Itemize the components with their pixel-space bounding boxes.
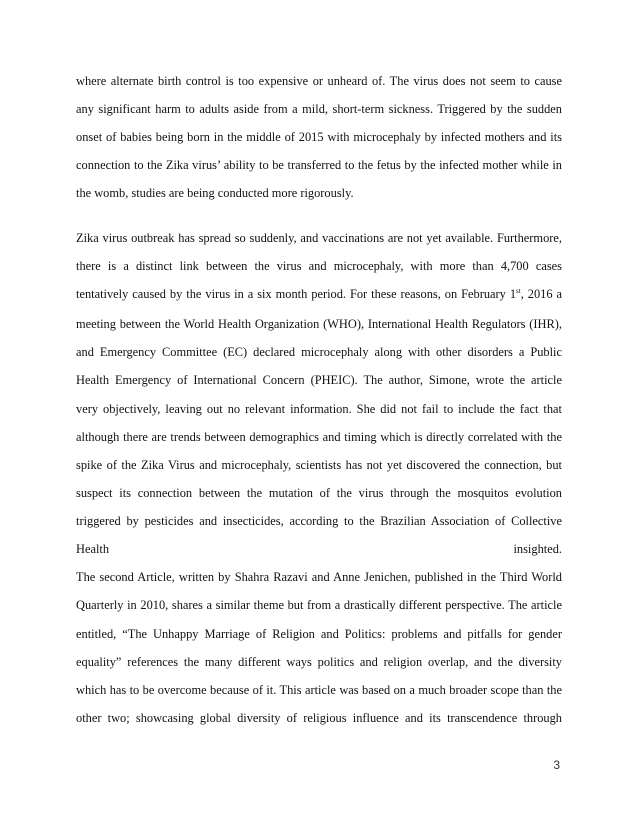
text-line-6: Zika virus outbreak has spread so suddenly, and vaccinations are not yet available. Furthermore, [76, 231, 562, 245]
text-line-19: Quarterly in 2010, shares a similar theme but from a drastically different perspective. The article [76, 598, 562, 612]
text-line-10: and Emergency Committee (EC) declared microcephaly along with other disorders a Public [76, 345, 562, 359]
text-line-5: the womb, studies are being conducted more rigorously. [76, 186, 354, 200]
text-line-1: where alternate birth control is too expensive or unheard of. The virus does not seem to cause [76, 74, 562, 88]
text-line-20: entitled, “The Unhappy Marriage of Religion and Politics: problems and pitfalls for gender [76, 627, 562, 641]
text-line-7: there is a distinct link between the virus and microcephaly, with more than 4,700 cases [76, 259, 562, 273]
text-line-17-start: Health [76, 542, 110, 556]
text-line-9: meeting between the World Health Organization (WHO), International Health Regulators (IHR), [76, 317, 562, 331]
page-number: 3 [553, 758, 560, 772]
text-line-14: spike of the Zika Virus and microcephaly, scientists has not yet discovered the connection, but [76, 458, 562, 472]
text-line-13: although there are trends between demographics and timing which is directly correlated with the [76, 430, 562, 444]
text-line-23: other two; showcasing global diversity of religious influence and its transcendence through [76, 711, 562, 725]
text-line-21: equality” references the many different ways politics and religion overlap, and the diversity [76, 655, 562, 669]
text-line-8 [76, 286, 562, 302]
text-line-8-tail: , 2016 a [520, 287, 562, 301]
text-line-22: which has to be overcome because of it. This article was based on a much broader scope than the [76, 683, 562, 697]
ordinal-superscript: st [516, 287, 521, 295]
text-line-18: The second Article, written by Shahra Razavi and Anne Jenichen, published in the Third World [76, 570, 562, 584]
text-line-2: any significant harm to adults aside from a mild, short-term sickness. Triggered by the sudden [76, 102, 562, 116]
text-line-3: onset of babies being born in the middle of 2015 with microcephaly by infected mothers and its [76, 130, 562, 144]
text-line-16: triggered by pesticides and insecticides, according to the Brazilian Association of Collective [76, 514, 562, 528]
text-line-4: connection to the Zika virus’ ability to be transferred to the fetus by the infected mother while in [76, 158, 562, 172]
text-line-17 [76, 541, 562, 557]
text-line-8-main: tentatively caused by the virus in a six month period. For these reasons, on February 1 [76, 287, 517, 301]
text-line-11: Health Emergency of International Concern (PHEIC). The author, Simone, wrote the article [76, 373, 562, 387]
text-line-12: very objectively, leaving out no relevant information. She did not fail to include the fact that [76, 402, 562, 416]
text-line-15: suspect its connection between the mutation of the virus through the mosquitos evolution [76, 486, 562, 500]
text-line-17-end: insighted. [513, 542, 562, 556]
